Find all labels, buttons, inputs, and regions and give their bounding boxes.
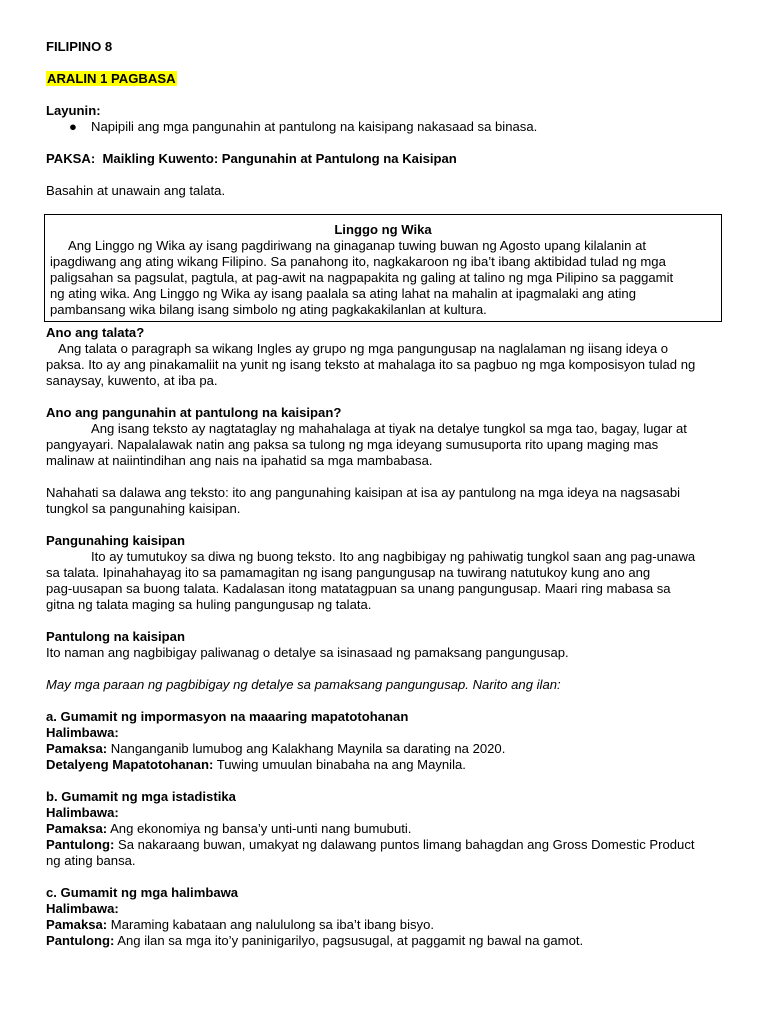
topic-line: [46, 151, 457, 167]
example-pamaksa: [46, 821, 411, 837]
body-line: Nahahati sa dalawa ang teksto: ito ang pangunahing kaisipan at isa ay pantulong na mga ideya na nagsasabi: [46, 485, 681, 500]
detail-text: Sa nakaraang buwan, umakyat ng dalawang puntos limang bahagdan ang Gross Domestic Product: [118, 837, 695, 852]
reading-line: Ang Linggo ng Wika ay isang pagdiriwang na ginaganap tuwing buwan ng Agosto upang kilalanin at: [68, 238, 646, 253]
detail-text: Tuwing umuulan binabaha na ang Maynila.: [216, 757, 466, 772]
body-line: Ito naman ang nagbibigay paliwanag o detalye sa isinasaad ng pamaksang pangungusap.: [46, 645, 569, 660]
body-line: pangyayari. Napalalawak natin ang paksa sa tulong ng mga ideyang sumusuporta rito upang maging mas: [46, 437, 659, 452]
example-pamaksa: [46, 741, 505, 757]
subject-title: FILIPINO 8: [46, 39, 113, 54]
detail-label: Pantulong:: [46, 837, 115, 852]
section-heading-pangunahin: Pangunahing kaisipan: [46, 533, 185, 548]
reading-line: pambansang wika bilang isang simbolo ng ating pagkakakilanlan at kultura.: [50, 302, 487, 317]
reading-line: ipagdiwang ang ating wikang Filipino. Sa panahong ito, nagkakaroon ng iba’t ibang aktibidad tulad ng mga: [50, 254, 666, 269]
topic-value: Maikling Kuwento: Pangunahin at Pantulong na Kaisipan: [102, 151, 457, 166]
body-line: Ang isang teksto ay nagtataglay ng mahahalaga at tiyak na detalye tungkol sa mga tao, bagay, lugar at: [91, 421, 687, 436]
body-line: Ito ay tumutukoy sa diwa ng buong teksto. Ito ang nagbibigay ng pahiwatig tungkol saan ang pag-unawa: [91, 549, 696, 564]
method-b-heading: b. Gumamit ng mga istadistika: [46, 789, 236, 804]
method-a-heading: a. Gumamit ng impormasyon na maaaring mapatotohanan: [46, 709, 409, 724]
body-line: paksa. Ito ay ang pinakamaliit na yunit ng isang teksto at mahalaga ito sa pagbuo ng mga komposisyon tulad ng: [46, 357, 696, 372]
example-detail: [46, 757, 466, 773]
lesson-title-highlight: ARALIN 1 PAGBASA: [47, 71, 176, 86]
example-label: Halimbawa:: [46, 805, 119, 820]
example-detail-cont: ng ating bansa.: [46, 853, 136, 868]
reading-line: paligsahan sa pagsulat, pagtula, at pag-awit na nagpapakita ng galing at talino ng mga Pilipino sa paggamit: [50, 270, 674, 285]
topic-label: PAKSA:: [46, 151, 96, 166]
body-line: sa talata. Ipinahahayag ito sa pamamagitan ng isang pangungusap na tuwirang natutukoy kung ano ang: [46, 565, 651, 580]
reading-line: ng ating wika. Ang Linggo ng Wika ay isang paalala sa ating lahat na mahalin at ipagmalaki ang ating: [50, 286, 636, 301]
detail-text: Ang ilan sa mga ito’y paninigarilyo, pagsusugal, at paggamit ng bawal na gamot.: [117, 933, 584, 948]
section-heading-pantulong: Pantulong na kaisipan: [46, 629, 185, 644]
detail-label: Detalyeng Mapatotohanan:: [46, 757, 214, 772]
body-line: pag-uusapan sa buong talata. Kadalasan itong matatagpuan sa unang pangungusap. Maari ring mabasa sa: [46, 581, 671, 596]
bullet-icon: ●: [69, 119, 77, 134]
lesson-title: [46, 71, 177, 87]
pamaksa-label: Pamaksa:: [46, 917, 108, 932]
section-heading-talata: Ano ang talata?: [46, 325, 145, 340]
method-c-heading: c. Gumamit ng mga halimbawa: [46, 885, 239, 900]
example-label: Halimbawa:: [46, 901, 119, 916]
objective-item: Napipili ang mga pangunahin at pantulong na kaisipang nakasaad sa binasa.: [91, 119, 538, 134]
body-line: malinaw at naiintindihan ang nais na ipahatid sa mga mambabasa.: [46, 453, 433, 468]
detail-label: Pantulong:: [46, 933, 115, 948]
body-line: tungkol sa pangunahing kaisipan.: [46, 501, 241, 516]
pamaksa-text: Ang ekonomiya ng bansa’y unti-unti nang bumubuti.: [110, 821, 412, 836]
reading-title: Linggo ng Wika: [334, 222, 432, 237]
pamaksa-text: Maraming kabataan ang nalululong sa iba’t ibang bisyo.: [110, 917, 434, 932]
body-line: Ang talata o paragraph sa wikang Ingles ay grupo ng mga pangungusap na naglalaman ng iisang ideya o: [58, 341, 669, 356]
example-label: Halimbawa:: [46, 725, 119, 740]
example-pamaksa: [46, 917, 434, 933]
objective-label: Layunin:: [46, 103, 101, 118]
italic-note: May mga paraan ng pagbibigay ng detalye sa pamaksang pangungusap. Narito ang ilan:: [46, 677, 561, 692]
instruction: Basahin at unawain ang talata.: [46, 183, 226, 198]
pamaksa-label: Pamaksa:: [46, 821, 108, 836]
body-line: sanaysay, kuwento, at iba pa.: [46, 373, 218, 388]
pamaksa-label: Pamaksa:: [46, 741, 108, 756]
section-heading-kaisipan: Ano ang pangunahin at pantulong na kaisipan?: [46, 405, 342, 420]
example-detail: [46, 933, 583, 949]
body-line: gitna ng talata maging sa huling pangungusap ng talata.: [46, 597, 372, 612]
example-detail: [46, 837, 695, 853]
pamaksa-text: Nanganganib lumubog ang Kalakhang Maynila sa darating na 2020.: [110, 741, 506, 756]
